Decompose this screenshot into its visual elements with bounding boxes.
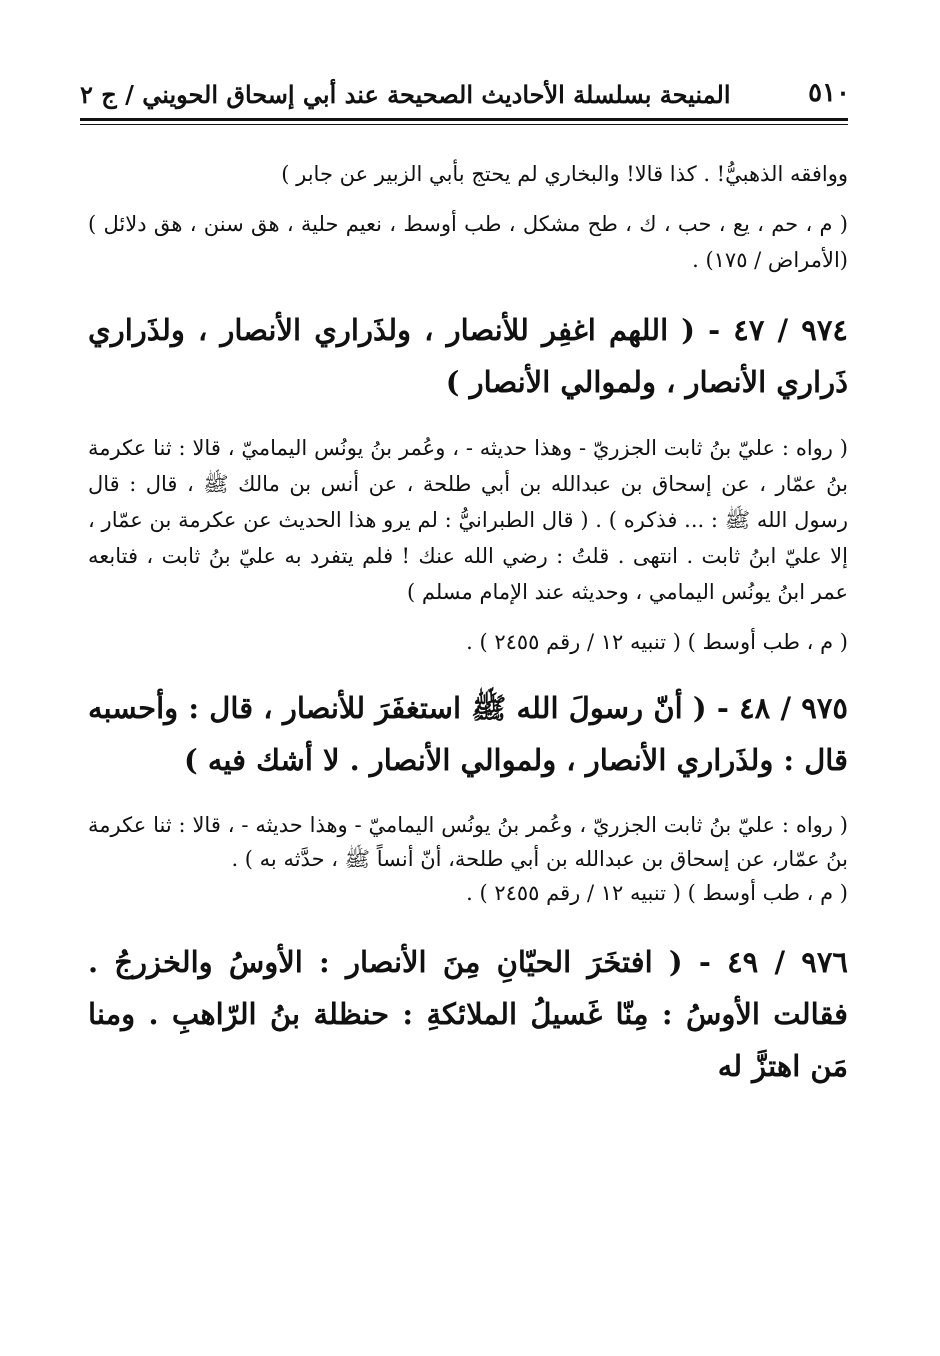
hadith-974-commentary: ( رواه : عليّ بنُ ثابت الجزريّ - وهذا حديثه - ، وعُمر بنُ يونُس اليماميّ ، قالا : ثنا عكرمة بنُ عمّار ، عن إسحاق بن عبدالله بن أبي طلحة ، عن أنس بن مالك ﷺ ، قال : قال رسول الله ﷺ : ... فذكره ) . ( قال الطبرانيُّ : لم يرو هذا الحديث عن عكرمة بن عمّار ، إلا عليّ ابنُ ثابت . انتهى . قلتُ : رضي الله عنك ! فلم يتفرد به عليّ بنُ ثابت ، فتابعه عمر ابنُ يونُس اليمامي ، وحديثه عند الإمام مسلم )	[88, 436, 848, 604]
running-header	[80, 72, 850, 116]
hadith-975-sources: ( م ، طب أوسط ) ( تنبيه ١٢ / رقم ٢٤٥٥ ) .	[466, 881, 848, 905]
page-number: ٥١٠	[808, 78, 850, 108]
paragraph-continuation: ووافقه الذهبيُّ! . كذا قالا! والبخاري لم يحتج بأبي الزبير عن جابر )	[281, 162, 848, 186]
page-body	[88, 156, 848, 1092]
hadith-974-sources: ( م ، طب أوسط ) ( تنبيه ١٢ / رقم ٢٤٥٥ ) .	[466, 630, 848, 654]
running-title: المنيحة بسلسلة الأحاديث الصحيحة عند أبي إسحاق الحويني / ج ٢	[80, 80, 731, 109]
paragraph-sources: ( م ، حم ، يع ، حب ، ك ، طح مشكل ، طب أوسط ، نعيم حلية ، هق سنن ، هق دلائل ) (الأمراض / ١٧٥) .	[88, 212, 848, 272]
hadith-976-text: ٩٧٦ / ٤٩ - ( افتخَرَ الحيّانِ مِنَ الأنصار : الأوسُ والخزرجُ . فقالت الأوسُ : مِنّا غَسيلُ الملائكةِ : حنظلة بنُ الرّاهبِ . ومنا مَن اهتزَّ له	[88, 945, 848, 1083]
header-rule-thick	[80, 118, 848, 121]
hadith-975-commentary: ( رواه : عليّ بنُ ثابت الجزريّ ، وعُمر بنُ يونُس اليماميّ - وهذا حديثه - ، قالا : ثنا عكرمة بنُ عمّار، عن إسحاق بن عبدالله بن أبي طلحة، أنّ أنساً ﷺ ، حدَّثه به ) .	[88, 813, 848, 871]
hadith-975-text: ٩٧٥ / ٤٨ - ( أنّ رسولَ الله ﷺ استغفَرَ للأنصار ، قال : وأحسبه قال : ولذَراري الأنصار ، ولموالي الأنصار . لا أشك فيه )	[88, 691, 848, 777]
header-rule-thin	[80, 124, 848, 125]
hadith-974-text: ٩٧٤ / ٤٧ - ( اللهم اغفِر للأنصار ، ولذَراري الأنصار ، ولذَراري ذَراري الأنصار ، ولموالي الأنصار )	[88, 313, 848, 399]
